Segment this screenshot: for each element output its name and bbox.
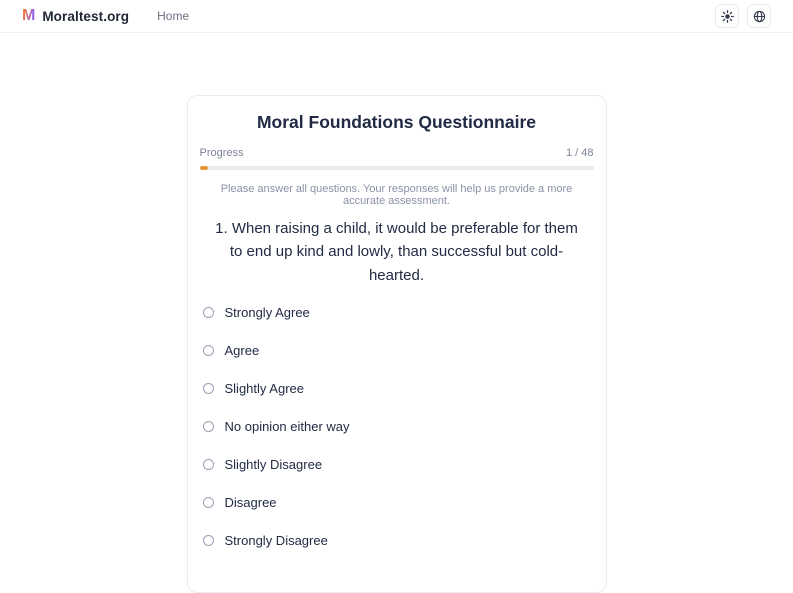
radio-icon[interactable] <box>203 307 214 318</box>
option-slightly-agree[interactable] <box>200 378 594 399</box>
questionnaire-card <box>187 95 607 593</box>
radio-icon[interactable] <box>203 497 214 508</box>
logo[interactable] <box>22 8 129 24</box>
option-slightly-disagree[interactable] <box>200 454 594 475</box>
progress-count: 1 / 48 <box>565 147 594 159</box>
radio-icon[interactable] <box>203 535 214 546</box>
option-agree[interactable] <box>200 340 594 361</box>
sun-icon <box>721 10 734 23</box>
option-label: Strongly Disagree <box>224 532 328 548</box>
instruction-text: Please answer all questions. Your responses will help us provide a more accurate assessment. <box>220 183 573 207</box>
question-text <box>208 217 586 287</box>
progress-label: Progress <box>199 147 244 159</box>
top-navbar <box>0 0 793 33</box>
option-strongly-agree[interactable] <box>200 302 594 323</box>
radio-icon[interactable] <box>203 459 214 470</box>
option-no-opinion[interactable] <box>200 416 594 437</box>
progress-row <box>200 147 594 159</box>
page-title: Moral Foundations Questionnaire <box>256 112 537 132</box>
progress-fill <box>200 166 208 170</box>
radio-icon[interactable] <box>203 383 214 394</box>
option-label: Slightly Disagree <box>224 456 323 472</box>
globe-icon <box>753 10 766 23</box>
logo-text: Moraltest.org <box>42 8 130 24</box>
radio-icon[interactable] <box>203 421 214 432</box>
progress-bar <box>200 166 594 170</box>
option-label: Slightly Agree <box>224 380 304 396</box>
question-body: When raising a child, it would be preferable for them to end up kind and lowly, than successful but cold-hearted. <box>229 220 578 284</box>
options-list <box>200 302 594 551</box>
logo-m-icon: M <box>22 7 36 24</box>
option-label: Agree <box>224 342 260 358</box>
theme-toggle-button[interactable] <box>715 4 739 28</box>
question-number: 1. <box>215 220 228 237</box>
header-actions <box>715 4 771 28</box>
option-strongly-disagree[interactable] <box>200 530 594 551</box>
option-disagree[interactable] <box>200 492 594 513</box>
option-label: Disagree <box>224 494 277 510</box>
language-button[interactable] <box>747 4 771 28</box>
option-label: No opinion either way <box>224 418 350 434</box>
option-label: Strongly Agree <box>224 304 310 320</box>
nav-link-home[interactable]: Home <box>157 9 190 23</box>
radio-icon[interactable] <box>203 345 214 356</box>
